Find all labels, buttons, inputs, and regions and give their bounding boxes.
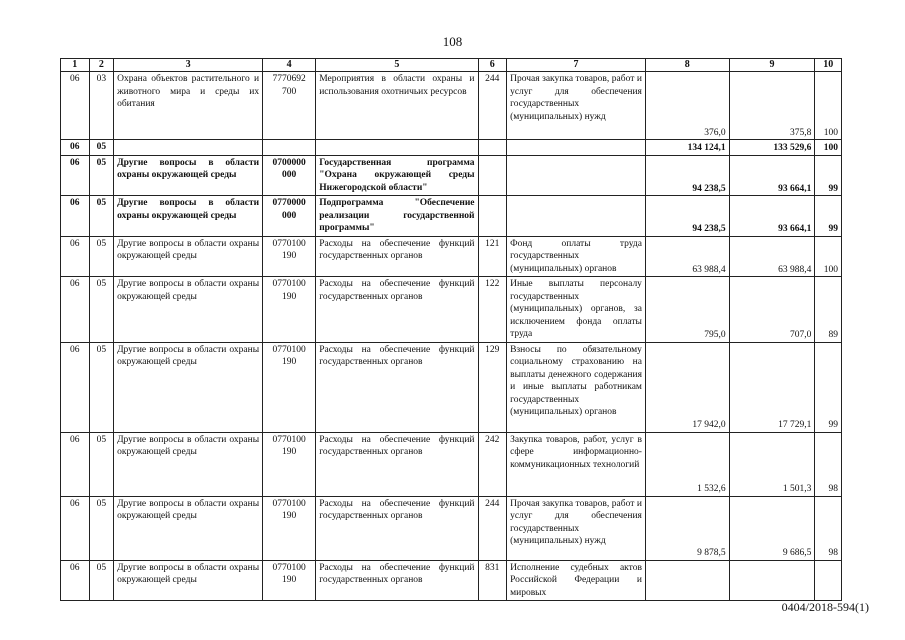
header-row	[61, 59, 842, 72]
expense-type-code-cell: 121	[478, 236, 507, 277]
executed-amount-cell: 9 686,5	[729, 496, 815, 560]
execution-percent-cell: 100	[815, 140, 842, 156]
subsection-code-cell: 03	[89, 72, 114, 140]
planned-amount-cell: 63 988,4	[645, 236, 729, 277]
subsection-code-cell: 05	[89, 140, 114, 156]
header-cell: 4	[263, 59, 316, 72]
header-cell: 3	[114, 59, 263, 72]
subsection-code-cell: 05	[89, 496, 114, 560]
section-code-cell: 06	[61, 432, 90, 496]
target-article-name-cell: Государственная программа "Охрана окружающей среды Нижегородской области"	[316, 155, 478, 196]
subsection-name-cell: Другие вопросы в области охраны окружающей среды	[114, 432, 263, 496]
header-cell: 6	[478, 59, 507, 72]
target-article-code-cell	[263, 140, 316, 156]
target-article-code-cell: 0770100 190	[263, 432, 316, 496]
execution-percent-cell: 89	[815, 277, 842, 343]
section-code-cell: 06	[61, 560, 90, 601]
expense-type-name-cell: Иные выплаты персоналу государственных (муниципальных) органов, за исключением фонда оплаты труда	[507, 277, 646, 343]
table-row	[61, 496, 842, 560]
executed-amount-cell: 707,0	[729, 277, 815, 343]
expense-type-name-cell	[507, 140, 646, 156]
executed-amount-cell: 93 664,1	[729, 155, 815, 196]
execution-percent-cell: 99	[815, 155, 842, 196]
subsection-name-cell: Другие вопросы в области охраны окружающей среды	[114, 342, 263, 432]
table-row	[61, 196, 842, 237]
target-article-code-cell: 0770100 190	[263, 342, 316, 432]
planned-amount-cell: 1 532,6	[645, 432, 729, 496]
table-row	[61, 72, 842, 140]
planned-amount-cell: 17 942,0	[645, 342, 729, 432]
expense-type-code-cell: 122	[478, 277, 507, 343]
subsection-code-cell: 05	[89, 277, 114, 343]
header-cell: 9	[729, 59, 815, 72]
subsection-code-cell: 05	[89, 560, 114, 601]
target-article-code-cell: 0700000 000	[263, 155, 316, 196]
expense-type-name-cell: Закупка товаров, работ, услуг в сфере информационно-коммуникационных технологий	[507, 432, 646, 496]
planned-amount-cell: 94 238,5	[645, 155, 729, 196]
target-article-code-cell: 0770100 190	[263, 236, 316, 277]
table-row	[61, 236, 842, 277]
planned-amount-cell: 134 124,1	[645, 140, 729, 156]
planned-amount-cell: 376,0	[645, 72, 729, 140]
planned-amount-cell: 94 238,5	[645, 196, 729, 237]
document-id: 0404/2018-594(1)	[781, 600, 869, 614]
target-article-name-cell: Расходы на обеспечение функций государственных органов	[316, 432, 478, 496]
target-article-name-cell: Мероприятия в области охраны и использования охотничьих ресурсов	[316, 72, 478, 140]
header-cell: 2	[89, 59, 114, 72]
subsection-name-cell: Охрана объектов растительного и животного мира и среды их обитания	[114, 72, 263, 140]
execution-percent-cell: 98	[815, 496, 842, 560]
table-row	[61, 432, 842, 496]
header-cell: 1	[61, 59, 90, 72]
expense-type-code-cell: 242	[478, 432, 507, 496]
subsection-name-cell: Другие вопросы в области охраны окружающей среды	[114, 560, 263, 601]
subsection-name-cell: Другие вопросы в области охраны окружающей среды	[114, 496, 263, 560]
subsection-name-cell: Другие вопросы в области охраны окружающей среды	[114, 155, 263, 196]
executed-amount-cell	[729, 560, 815, 601]
expense-type-name-cell	[507, 155, 646, 196]
expense-type-code-cell	[478, 140, 507, 156]
section-code-cell: 06	[61, 140, 90, 156]
executed-amount-cell: 133 529,6	[729, 140, 815, 156]
subsection-name-cell	[114, 140, 263, 156]
target-article-code-cell: 7770692 700	[263, 72, 316, 140]
subsection-code-cell: 05	[89, 196, 114, 237]
target-article-name-cell: Расходы на обеспечение функций государственных органов	[316, 277, 478, 343]
section-code-cell: 06	[61, 236, 90, 277]
executed-amount-cell: 17 729,1	[729, 342, 815, 432]
subsection-name-cell: Другие вопросы в области охраны окружающей среды	[114, 277, 263, 343]
execution-percent-cell: 100	[815, 72, 842, 140]
header-cell: 10	[815, 59, 842, 72]
table-row	[61, 140, 842, 156]
table-row	[61, 342, 842, 432]
header-cell: 8	[645, 59, 729, 72]
target-article-name-cell: Подпрограмма "Обеспечение реализации государственной программы"	[316, 196, 478, 237]
table-row	[61, 155, 842, 196]
target-article-code-cell: 0770100 190	[263, 277, 316, 343]
target-article-code-cell: 0770100 190	[263, 560, 316, 601]
budget-table	[60, 58, 842, 601]
expense-type-name-cell: Прочая закупка товаров, работ и услуг для обеспечения государственных (муниципальных) нужд	[507, 496, 646, 560]
planned-amount-cell	[645, 560, 729, 601]
expense-type-name-cell: Прочая закупка товаров, работ и услуг для обеспечения государственных (муниципальных) нужд	[507, 72, 646, 140]
subsection-code-cell: 05	[89, 236, 114, 277]
target-article-name-cell: Расходы на обеспечение функций государственных органов	[316, 560, 478, 601]
subsection-code-cell: 05	[89, 432, 114, 496]
subsection-name-cell: Другие вопросы в области охраны окружающей среды	[114, 196, 263, 237]
table-row	[61, 560, 842, 601]
section-code-cell: 06	[61, 196, 90, 237]
execution-percent-cell	[815, 560, 842, 601]
expense-type-name-cell: Фонд оплаты труда государственных (муниципальных) органов	[507, 236, 646, 277]
expense-type-code-cell: 831	[478, 560, 507, 601]
section-code-cell: 06	[61, 342, 90, 432]
executed-amount-cell: 1 501,3	[729, 432, 815, 496]
subsection-code-cell: 05	[89, 155, 114, 196]
section-code-cell: 06	[61, 277, 90, 343]
execution-percent-cell: 99	[815, 342, 842, 432]
expense-type-code-cell: 244	[478, 72, 507, 140]
execution-percent-cell: 100	[815, 236, 842, 277]
expense-type-name-cell	[507, 196, 646, 237]
target-article-name-cell: Расходы на обеспечение функций государственных органов	[316, 236, 478, 277]
page-number: 108	[442, 34, 463, 49]
target-article-name-cell: Расходы на обеспечение функций государственных органов	[316, 496, 478, 560]
expense-type-name-cell: Исполнение судебных актов Российской Федерации и мировых	[507, 560, 646, 601]
header-cell: 5	[316, 59, 478, 72]
target-article-name-cell: Расходы на обеспечение функций государственных органов	[316, 342, 478, 432]
expense-type-code-cell: 129	[478, 342, 507, 432]
expense-type-code-cell	[478, 196, 507, 237]
target-article-name-cell	[316, 140, 478, 156]
execution-percent-cell: 99	[815, 196, 842, 237]
target-article-code-cell: 0770000 000	[263, 196, 316, 237]
target-article-code-cell: 0770100 190	[263, 496, 316, 560]
section-code-cell: 06	[61, 155, 90, 196]
planned-amount-cell: 795,0	[645, 277, 729, 343]
header-cell: 7	[507, 59, 646, 72]
expense-type-code-cell	[478, 155, 507, 196]
subsection-code-cell: 05	[89, 342, 114, 432]
execution-percent-cell: 98	[815, 432, 842, 496]
section-code-cell: 06	[61, 496, 90, 560]
expense-type-name-cell: Взносы по обязательному социальному страхованию на выплаты денежного содержания и иные выплаты работникам государственных (муниципальных) органов	[507, 342, 646, 432]
table-row	[61, 277, 842, 343]
expense-type-code-cell: 244	[478, 496, 507, 560]
executed-amount-cell: 63 988,4	[729, 236, 815, 277]
executed-amount-cell: 375,8	[729, 72, 815, 140]
planned-amount-cell: 9 878,5	[645, 496, 729, 560]
executed-amount-cell: 93 664,1	[729, 196, 815, 237]
section-code-cell: 06	[61, 72, 90, 140]
table-body	[61, 72, 842, 601]
subsection-name-cell: Другие вопросы в области охраны окружающей среды	[114, 236, 263, 277]
